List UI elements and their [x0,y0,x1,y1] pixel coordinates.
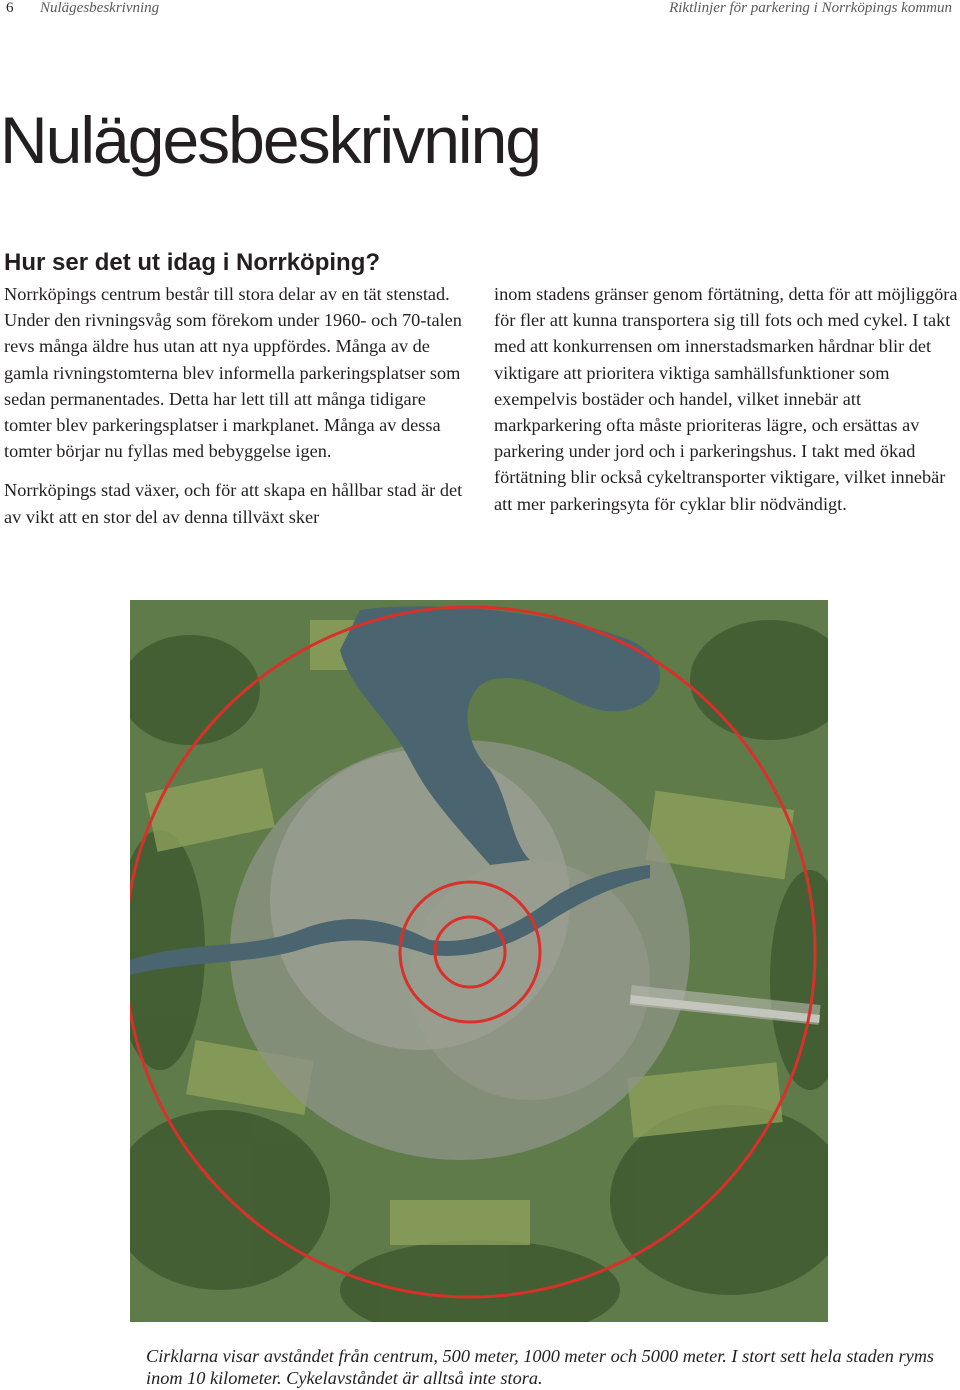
right-text-column [494,281,960,530]
map-caption: Cirklarna visar avståndet från centrum, 500 meter, 1000 meter och 5000 meter. I stort sett hela staden ryms inom 10 kilometer. Cykelavståndet är alltså inte stora. [146,1346,935,1388]
body-paragraph: inom stadens gränser genom förtätning, detta för att möjliggöra för fler att kunna transportera sig till fots och med cykel. I takt med att konkurrensen om innerstadsmarken hårdnar blir det viktigare att prioritera viktiga samhällsfunktioner som exempelvis bostäder och handel, vilket innebär att markparkering ofta måste prioriteras lägre, och ersättas av parkering under jord och i parkeringshus. I takt med ökad förtätning blir också cykeltransporter viktigare, vilket innebär att mer parkeringsyta för cyklar blir nödvändigt. [494,284,958,514]
aerial-map-image [130,600,828,1322]
body-paragraph: Norrköpings centrum består till stora delar av en tät stenstad. Under den rivningsvåg som förekom under 1960- och 70-talen revs många äldre hus utan att nya uppfördes. Många av de gamla rivningstomterna blev informella parkeringsplatser som sedan permanentades. Detta har lett till att många tidigare tomter blev parkeringsplatser i markplanet. Många av dessa tomter börjar nu fyllas med bebyggelse igen. [4,284,462,462]
running-header [0,0,960,26]
running-document-title: Riktlinjer för parkering i Norrköpings kommun [669,0,952,16]
body-paragraph: Norrköpings stad växer, och för att skapa en hållbar stad är det av vikt att en stor del av denna tillväxt sker [4,480,463,527]
section-subheading: Hur ser det ut idag i Norrköping? [4,249,381,276]
aerial-map-drawing [130,600,828,1322]
page-title: Nulägesbeskrivning [0,103,540,177]
left-text-column [4,281,474,543]
running-section-name: Nulägesbeskrivning [40,0,160,16]
page-number: 6 [6,0,14,16]
